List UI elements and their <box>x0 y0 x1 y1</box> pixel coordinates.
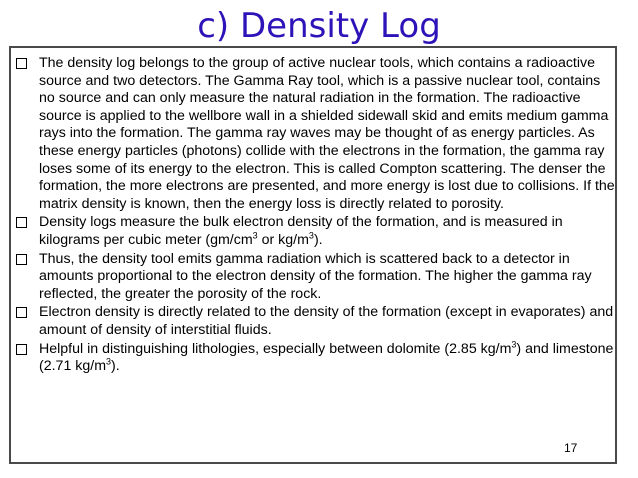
bullet-text: ) and limestone (2.71 kg/m <box>39 340 614 375</box>
slide-title: c) Density Log <box>197 6 441 46</box>
superscript: 3 <box>308 230 314 241</box>
bullet-text: Helpful in distinguishing lithologies, especially between dolomite (2.85 kg/m <box>39 340 512 357</box>
bullet-item <box>16 338 618 376</box>
page-number: 17 <box>564 441 578 455</box>
checkbox-bullet-icon <box>16 217 27 228</box>
checkbox-bullet-icon <box>16 344 27 355</box>
bullet-text: or kg/m <box>257 231 309 248</box>
bullet-text: The density log belongs to the group of active nuclear tools, which contains a radioactive source and two detectors. The Gamma Ray tool, which is a passive nuclear tool, contains no source and can only measure the natural radiation in the formation. The radioactive source is applied to the wellbore wall in a shielded sidewall skid and emits medium gamma rays into the formation. The gamma ray waves may be thought of as energy particles. As these energy particles (photons) collide with the electrons in the formation, the gamma ray loses some of its energy to the electron. This is called Compton scattering. The denser the formation, the more electrons are presented, and more energy is lost due to collisions. If the matrix density is known, then the energy loss is directly related to porosity. <box>39 55 615 212</box>
bullet-text: Density logs measure the bulk electron density of the formation, and is measured in kilograms per cubic meter (gm/cm <box>39 214 563 248</box>
bullet-item <box>16 251 618 304</box>
bullet-text: Thus, the density tool emits gamma radiation which is scattered back to a detector in amounts proportional to the electron density of the formation. The higher the gamma ray reflected, the greater the porosity of the rock. <box>39 250 592 302</box>
superscript: 3 <box>252 230 258 241</box>
superscript: 3 <box>511 338 517 349</box>
superscript: 3 <box>106 356 112 367</box>
bullet-text: ). <box>111 358 120 375</box>
bullet-item <box>16 55 618 213</box>
checkbox-bullet-icon <box>16 58 27 69</box>
bullet-list <box>16 55 618 377</box>
bullet-item <box>16 214 618 249</box>
bullet-item <box>16 304 618 339</box>
bullet-text: ). <box>313 231 323 248</box>
checkbox-bullet-icon <box>16 307 27 318</box>
bullet-text: Electron density is directly related to the density of the formation (except in evaporates) and amount of density of interstitial fluids. <box>39 304 614 338</box>
checkbox-bullet-icon <box>16 254 27 265</box>
